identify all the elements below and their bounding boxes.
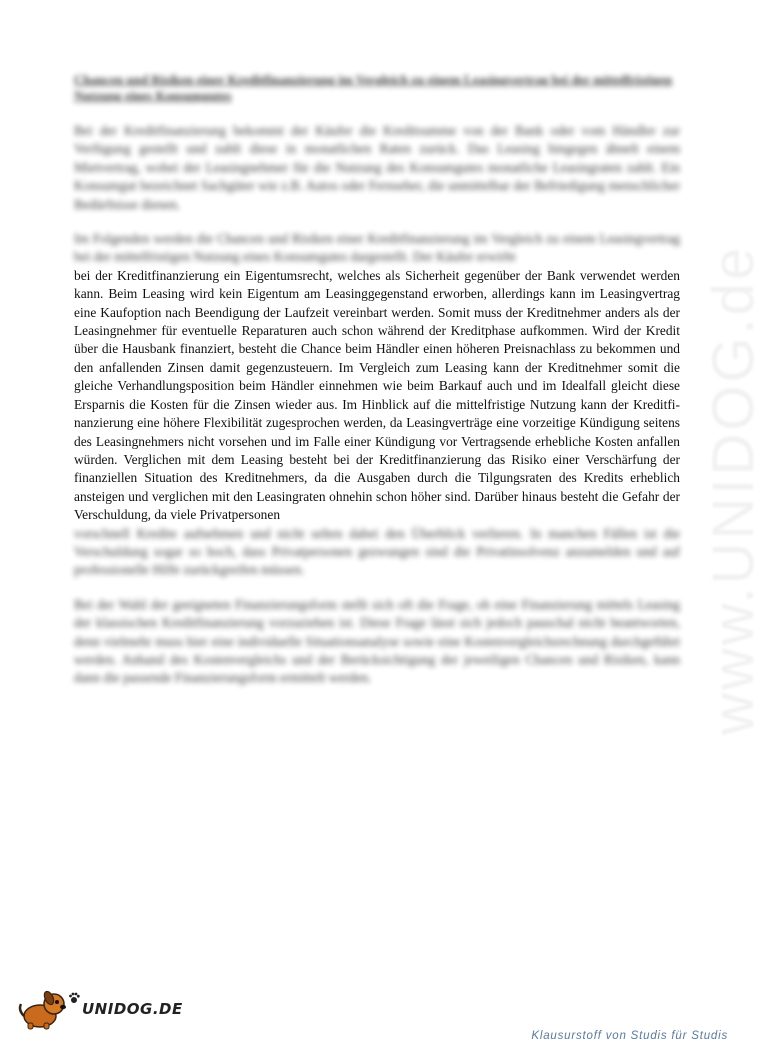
paragraph-2-blurred-start: Im Folgenden werden die Chancen und Risiken einer Kreditfinanzierung im Vergleich zu einem Leasingvertrag bei der mittelfristigen Nutzung eines Konsumgutes dargestellt. Der Käufer erwirbt bbox=[74, 231, 680, 265]
logo-text: UNIDOG.DE bbox=[82, 1000, 183, 1018]
paragraph-2-blurred-end: vorschnell Kredite aufnehmen und nicht selten dabei den Überblick verlieren. In manchen Fällen ist die Verschuldung sogar so hoch, dass Privatpersonen gezwungen sind die Privatinsolvenz anzumelden und auf professionelle Hilfe zurückgreifen müssen. bbox=[74, 525, 680, 578]
paw-icon bbox=[68, 992, 80, 1004]
document-title: Chancen und Risiken einer Kreditfinanzierung im Vergleich zu einem Leasingvertrag bei der mittelfristigen Nutzung eines Konsumgutes bbox=[74, 72, 672, 103]
paragraph-2-visible-text: bei der Kreditfinanzierung ein Eigentumsrecht, welches als Sicherheit gegenüber der Bank verwendet werden kann. Beim Leasing wird kein Eigentum am Leasinggegenstand erworben, allerdings kann im Leasingvertrag eine Kaufoption nach Beendigung der Laufzeit vereinbart werden. Somit muss der Kreditnehmer anders als der Leasingnehmer für eventuelle Reparaturen auch schon während der Kreditphase aufkommen. Wird der Kredit über die Hausbank finanziert, besteht die Chance beim Händler einen höheren Preisnachlass zu bekommen und den anfallenden Zinsen damit gegenzusteuern. Im Vergleich zum Leasing kann der Kreditnehmer somit die gleiche Verhandlungsposition beim Händler einnehmen wie beim Barkauf auch und im Idealfall gleicht diese Ersparnis die Kosten für die Zinsen wieder aus. Im Hinblick auf die mittelfristige Nutzung kann der Kreditfinanzierung eine höhere Flexibilität zugesprochen werden, da Leasingverträge eine vorzeitige Kündigung seitens des Leasingnehmers nicht vorsehen und im Falle einer Kündigung vor Vertragsende erhebliche Kosten anfallen würden. Verglichen mit dem Leasing besteht bei der Kreditfinanzierung das Risiko einer Verschärfung der finanziellen Situation des Kreditnehmers, da die Ausgaben durch die Tilgungsraten des Kredits erheblich ansteigen und verglichen mit den Leasingraten ohnehin schon höher sind. Darüber hinaus besteht die Gefahr der Verschuldung, da viele Privatpersonen bbox=[74, 267, 680, 523]
paragraph-1: Bei der Kreditfinanzierung bekommt der Käufer die Kreditsumme von der Bank oder vom Händler zur Verfügung gestellt und zahlt diese in monatlichen Raten zurück. Das Leasing hingegen ähnelt einem Mietvertrag, wobei der Leasingnehmer für die Nutzung des Konsumgutes monatliche Leasingraten zahlt. Ein Konsumgut bezeichnet Sachgüter wie z.B. Autos oder Fernseher, die unmittelbar der Befriedigung menschlicher Bedürfnisse dienen. bbox=[74, 123, 680, 212]
unidog-logo[interactable] bbox=[16, 990, 183, 1030]
paragraph-3: Bei der Wahl der geeigneten Finanzierungsform stellt sich oft die Frage, ob eine Finanzierung mittels Leasing der klassischen Kreditfinanzierung vorzuziehen ist. Diese Frage lässt sich jedoch pauschal nicht beantworten, denn vielmehr muss hier eine individuelle Situationsanalyse sowie eine Kostenvergleichsrechnung durchgeführt werden. Anhand des Kostenvergleichs und der Berücksichtigung der jeweiligen Chancen und Risiken, kann dann die passende Finanzierungsform ermittelt werden. bbox=[74, 596, 680, 686]
dog-mascot-icon bbox=[16, 990, 70, 1030]
watermark: www.UNIDOG.de bbox=[701, 244, 766, 735]
footer-tagline: Klausurstoff von Studis für Studis bbox=[531, 1030, 728, 1042]
document-body bbox=[74, 72, 680, 704]
paragraph-2 bbox=[74, 230, 680, 580]
